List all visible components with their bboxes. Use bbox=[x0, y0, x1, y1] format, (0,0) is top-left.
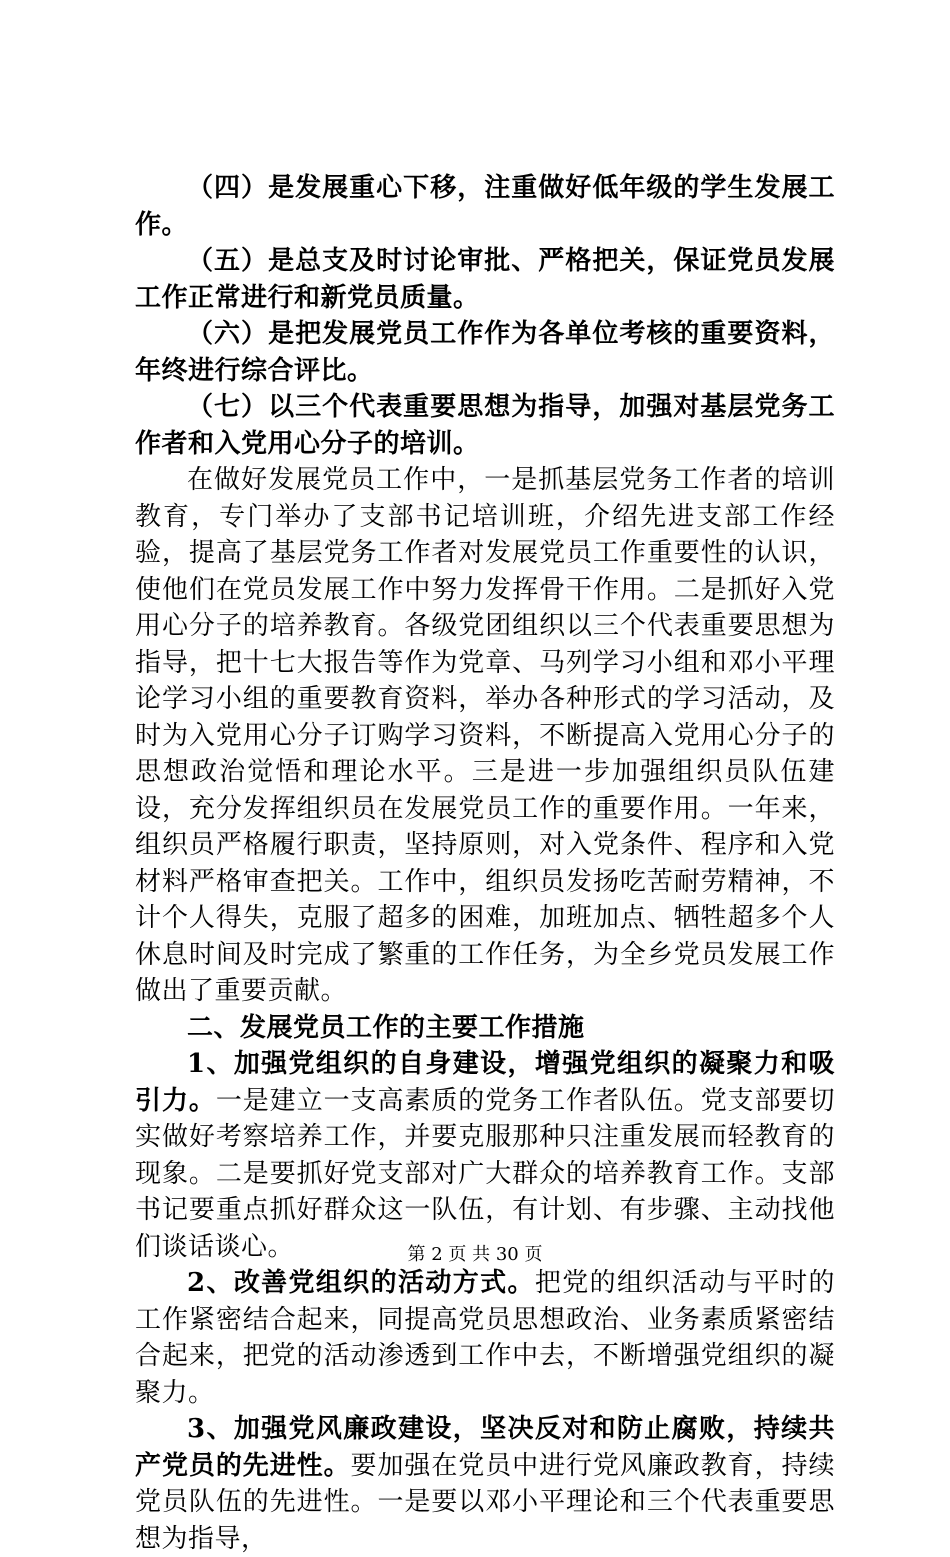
document-body bbox=[135, 170, 835, 1557]
measure-1-lead: 1、加强党组织的自身建设，增强党组织的凝聚力和吸引力。 bbox=[135, 1049, 835, 1116]
measure-1-body: 一是建立一支高素质的党务工作者队伍。党支部要切实做好考察培养工作，并要克服那种只注重发展而轻教育的现象。二是要抓好党支部对广大群众的培养教育工作。支部书记要重点抓好群众这一队伍，有计划、有步骤、主动找他们谈话谈心。 bbox=[135, 1085, 835, 1262]
measure-3-lead: 3、加强党风廉政建设，坚决反对和防止腐败，持续共产党员的先进性。 bbox=[135, 1414, 835, 1481]
paragraph-training: 在做好发展党员工作中，一是抓基层党务工作者的培训教育，专门举办了支部书记培训班，介绍先进支部工作经验，提高了基层党务工作者对发展党员工作重要性的认识，使他们在党员发展工作中努力发挥骨干作用。二是抓好入党用心分子的培养教育。各级党团组织以三个代表重要思想为指导，把十七大报告等作为党章、马列学习小组和邓小平理论学习小组的重要教育资料，举办各种形式的学习活动，及时为入党用心分子订购学习资料，不断提高入党用心分子的思想政治觉悟和理论水平。三是进一步加强组织员队伍建设，充分发挥组织员在发展党员工作的重要作用。一年来，组织员严格履行职责，坚持原则，对入党条件、程序和入党材料严格审查把关。工作中，组织员发扬吃苦耐劳精神，不计个人得失，克服了超多的困难，加班加点、牺牲超多个人休息时间及时完成了繁重的工作任务，为全乡党员发展工作做出了重要贡献。 bbox=[135, 465, 835, 1006]
paragraph-6: （六）是把发展党员工作作为各单位考核的重要资料，年终进行综合评比。 bbox=[135, 319, 835, 386]
measure-2-lead: 2、改善党组织的活动方式。 bbox=[187, 1268, 535, 1298]
section-heading-measures: 二、发展党员工作的主要工作措施 bbox=[187, 1012, 585, 1043]
measure-3 bbox=[135, 1411, 835, 1557]
paragraph-7: （七）以三个代表重要思想为指导，加强对基层党务工作者和入党用心分子的培训。 bbox=[135, 392, 835, 459]
measure-1 bbox=[135, 1046, 835, 1265]
page-footer: 第 2 页 共 30 页 bbox=[407, 1244, 543, 1265]
measure-3-body: 要加强在党员中进行党风廉政教育，持续党员队伍的先进性。一是要以邓小平理论和三个代表重要思想为指导， bbox=[135, 1450, 835, 1554]
measure-2 bbox=[135, 1265, 835, 1411]
measure-2-body: 把党的组织活动与平时的工作紧密结合起来，同提高党员思想政治、业务素质紧密结合起来，把党的活动渗透到工作中去，不断增强党组织的凝聚力。 bbox=[135, 1268, 835, 1408]
paragraph-4: （四）是发展重心下移，注重做好低年级的学生发展工作。 bbox=[135, 173, 835, 240]
paragraph-5: （五）是总支及时讨论审批、严格把关，保证党员发展工作正常进行和新党员质量。 bbox=[135, 246, 835, 313]
